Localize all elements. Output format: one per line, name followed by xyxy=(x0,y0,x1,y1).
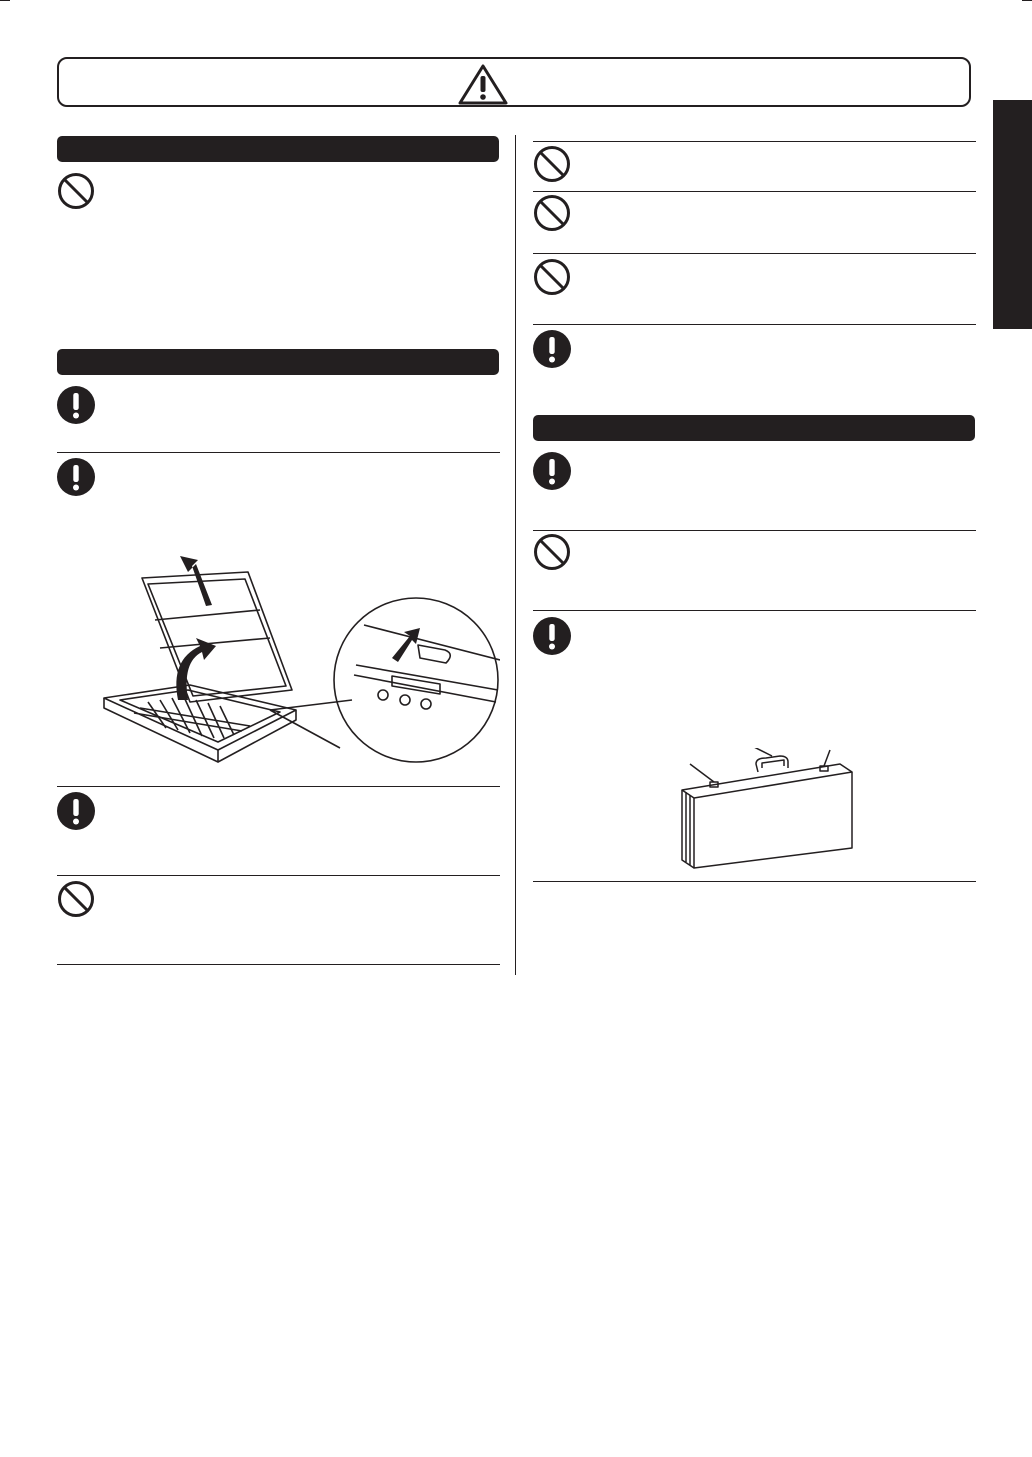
item-divider xyxy=(533,530,976,531)
item-divider xyxy=(533,141,976,142)
warning-header xyxy=(57,57,971,107)
item-divider xyxy=(57,786,500,787)
prohibition-icon xyxy=(533,258,571,296)
prohibition-icon xyxy=(533,194,571,232)
item-divider xyxy=(57,875,500,876)
section-heading-bar xyxy=(57,136,499,162)
crop-mark-left xyxy=(0,0,10,1)
mandatory-action-icon xyxy=(533,452,571,490)
prohibition-icon xyxy=(533,145,571,183)
section-heading-bar xyxy=(57,349,499,375)
warning-triangle-icon xyxy=(457,63,509,107)
item-divider xyxy=(533,191,976,192)
mandatory-action-icon xyxy=(533,617,571,655)
mandatory-action-icon xyxy=(57,792,95,830)
open-case-illustration xyxy=(100,550,500,770)
item-divider xyxy=(533,253,976,254)
column-divider xyxy=(515,135,516,975)
crop-mark-right xyxy=(1022,0,1032,1)
item-divider xyxy=(57,452,500,453)
item-divider xyxy=(533,881,976,882)
item-divider xyxy=(533,324,976,325)
prohibition-icon xyxy=(57,880,95,918)
prohibition-icon xyxy=(533,533,571,571)
mandatory-action-icon xyxy=(533,330,571,368)
section-heading-bar xyxy=(533,415,975,441)
item-divider xyxy=(533,610,976,611)
prohibition-icon xyxy=(57,172,95,210)
closed-case-illustration xyxy=(680,748,860,874)
language-side-tab xyxy=(993,100,1032,329)
mandatory-action-icon xyxy=(57,458,95,496)
mandatory-action-icon xyxy=(57,386,95,424)
item-divider xyxy=(57,964,500,965)
